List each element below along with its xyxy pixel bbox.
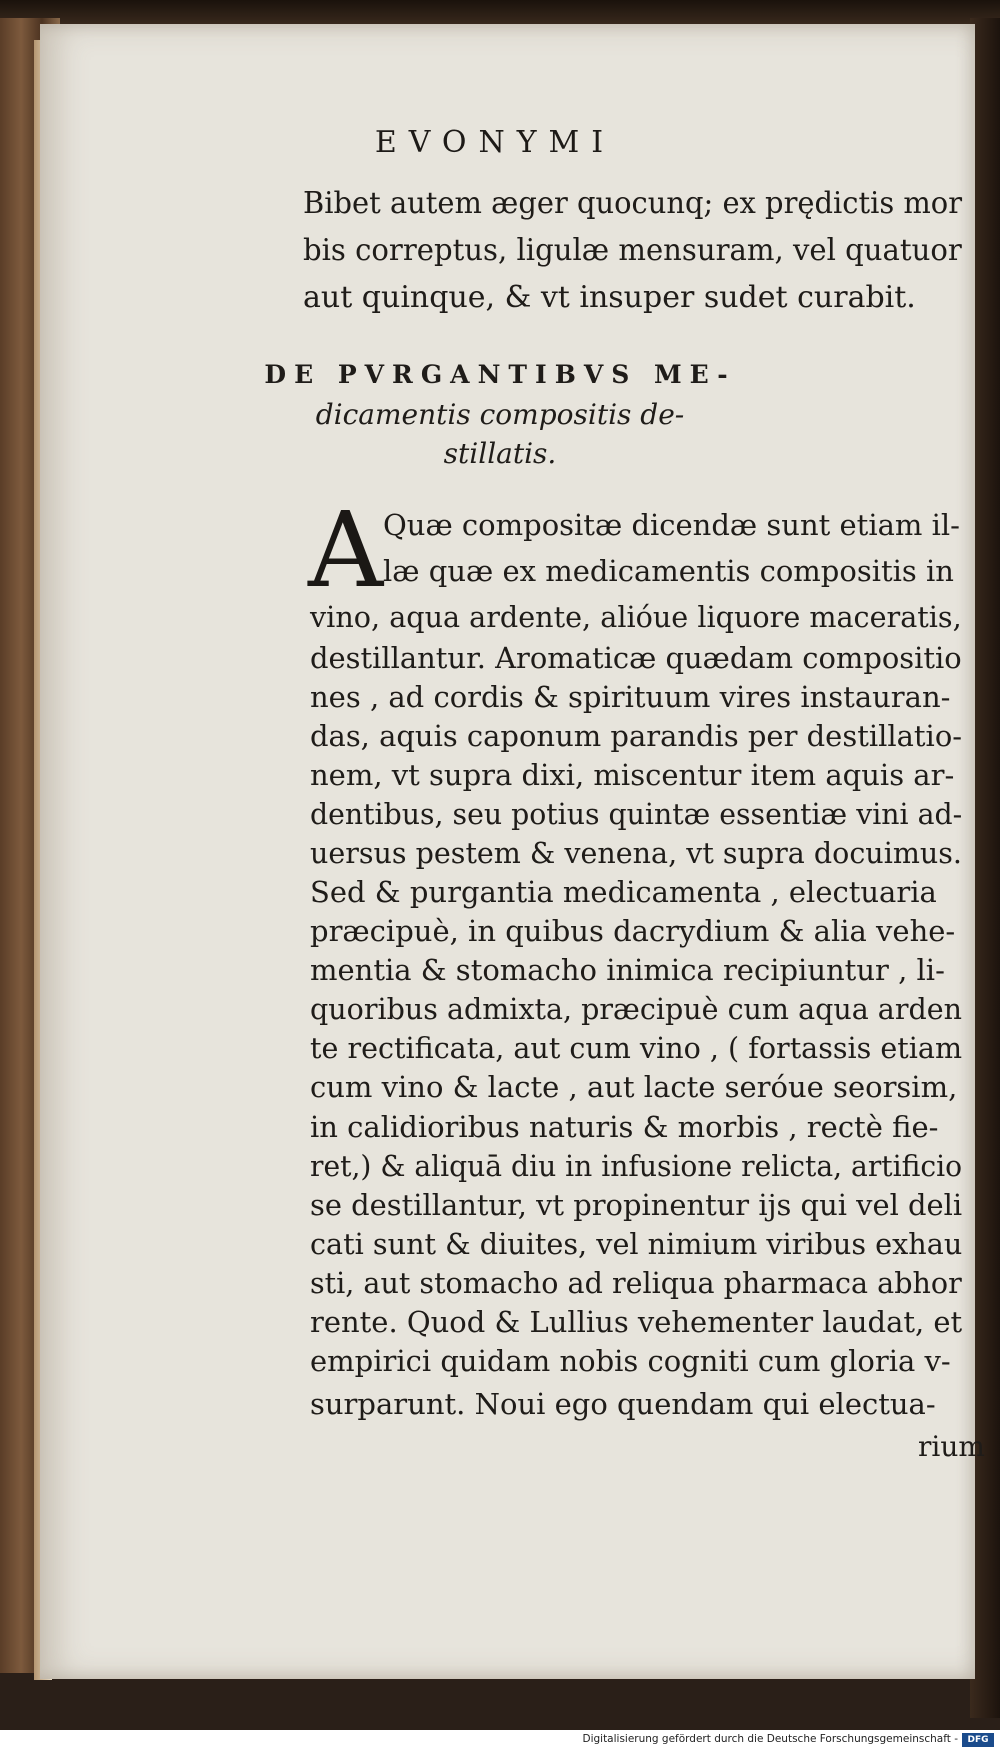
scan-top-edge (0, 0, 1000, 26)
text-line: uersus pestem & venena, vt supra docuimus. (310, 836, 962, 870)
text-line: empirici quidam nobis cogniti cum gloria v- (310, 1344, 951, 1378)
section-title-italic: dicamentis compositis de- (315, 398, 685, 431)
text-line: Bibet autem æger quocunq; ex prędictis mor (303, 186, 963, 221)
text-line: mentia & stomacho inimica recipiuntur , li- (310, 953, 945, 987)
drop-cap: A (308, 489, 384, 611)
text-line: te rectificata, aut cum vino , ( fortassis etiam (310, 1031, 963, 1065)
text-line: læ quæ ex medicamentis compositis in (383, 554, 954, 588)
text-line: dentibus, seu potius quintæ essentiæ vini ad- (310, 797, 963, 831)
catchword: rium (918, 1430, 985, 1463)
text-line: Sed & purgantia medicamenta , electuaria (310, 875, 937, 909)
text-line: cum vino & lacte , aut lacte seróue seorsim, (310, 1070, 958, 1104)
text-line: se destillantur, vt propinentur ijs qui vel deli (310, 1188, 963, 1222)
text-line: cati sunt & diuites, vel nimium viribus exhau (310, 1227, 963, 1261)
text-line: aut quinque, & vt insuper sudet curabit. (303, 280, 916, 315)
text-line: destillantur. Aromaticæ quædam compositio (310, 641, 962, 675)
footer-credit: Digitalisierung gefördert durch die Deutsche Forschungsgemeinschaft - (582, 1733, 958, 1745)
text-line: ret,) & aliquā diu in infusione relicta, artificio (310, 1149, 963, 1183)
text-line: surparunt. Noui ego quendam qui electua- (310, 1387, 936, 1421)
text-line: quoribus admixta, præcipuè cum aqua arden (310, 992, 963, 1026)
dfg-logo: DFG (962, 1733, 994, 1747)
text-line: rente. Quod & Lullius vehementer laudat, et (310, 1305, 963, 1339)
text-line: præcipuè, in quibus dacrydium & alia vehe- (310, 914, 956, 948)
section-title-caps: DE PVRGANTIBVS ME- (264, 360, 736, 389)
text-line: nem, vt supra dixi, miscentur item aquis ar- (310, 758, 955, 792)
text-line: vino, aqua ardente, alióue liquore maceratis, (310, 600, 962, 634)
text-line: das, aquis caponum parandis per destillatio- (310, 719, 963, 753)
text-line: nes , ad cordis & spirituum vires instauran- (310, 680, 951, 714)
text-line: sti, aut stomacho ad reliqua pharmaca abhor (310, 1266, 962, 1300)
text-line: in calidioribus naturis & morbis , rectè fie- (310, 1110, 939, 1144)
text-line: bis correptus, ligulæ mensuram, vel quatuor (303, 233, 962, 268)
running-head: EVONYMI (374, 125, 616, 160)
section-title-italic: stillatis. (443, 437, 557, 470)
text-line: Quæ compositæ dicendæ sunt etiam il- (383, 508, 960, 542)
